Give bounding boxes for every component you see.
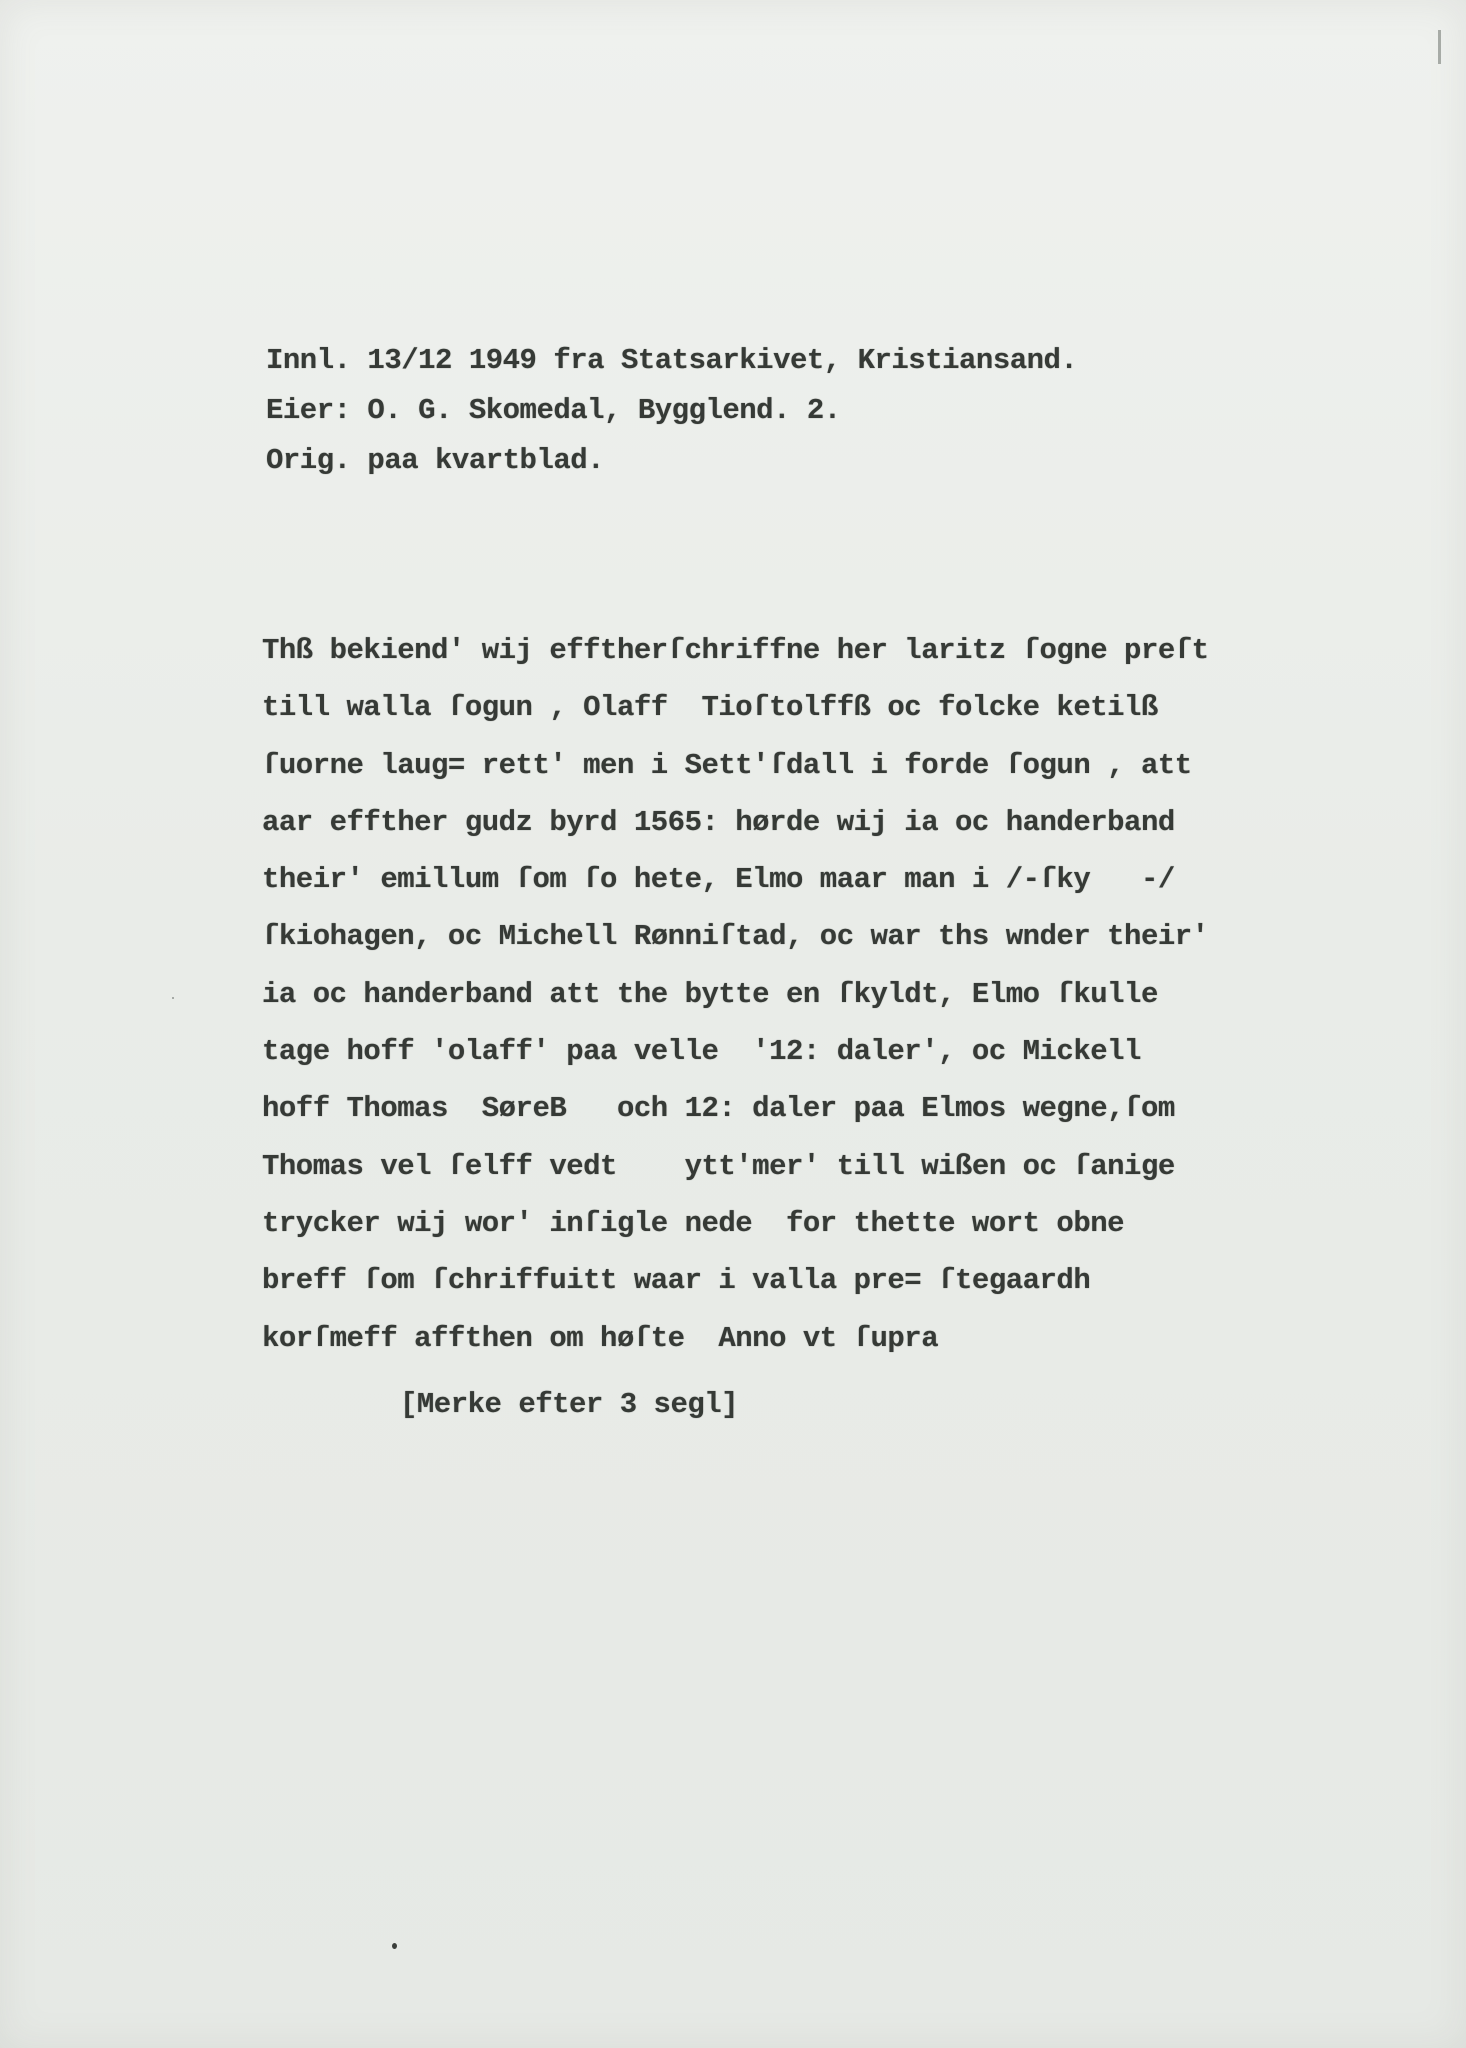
body-line: their' emillum ſom ſo hete, Elmo maar man i /-ſky -/ — [262, 863, 1175, 897]
body-line: ia oc handerband att the bytte en ſkyldt, Elmo ſkulle — [262, 977, 1158, 1011]
header-line-original: Orig. paa kvartblad. — [266, 444, 605, 477]
paper-speck — [172, 997, 174, 999]
archive-header — [266, 336, 1266, 486]
body-line: till walla ſogun , Olaff Tioſtolffß oc folcke ketilß — [262, 691, 1158, 725]
header-line-received: Innl. 13/12 1949 fra Statsarkivet, Kristiansand. — [266, 344, 1078, 377]
body-line: ſuorne laug= rett' men i Sett'ſdall i forde ſogun , att — [262, 748, 1192, 782]
body-line: hoff Thomas SøreB och 12: daler paa Elmos wegne,ſom — [262, 1092, 1175, 1126]
body-line: korſmeff affthen om høſte Anno vt ſupra — [262, 1321, 939, 1355]
body-line: trycker wij wor' inſigle nede for thette wort obne — [262, 1206, 1125, 1240]
body-line: Thomas vel ſelff vedt ytt'mer' till wißen oc ſanige — [262, 1149, 1175, 1183]
header-line-owner: Eier: O. G. Skomedal, Bygglend. 2. — [266, 394, 841, 427]
transcription-body — [262, 622, 1262, 1367]
body-line: Thß bekiend' wij efftherſchriffne her laritz ſogne preſt — [262, 634, 1209, 667]
body-line: aar effther gudz byrd 1565: hørde wij ia oc handerband — [262, 805, 1175, 839]
body-line: ſkiohagen, oc Michell Rønniſtad, oc war ths wnder their' — [262, 920, 1209, 954]
paper-speck — [392, 1943, 397, 1949]
page-edge-mark — [1438, 30, 1441, 64]
seal-note-text: [Merke efter 3 segl] — [400, 1388, 739, 1421]
seal-note — [400, 1380, 738, 1430]
body-line: tage hoff 'olaff' paa velle '12: daler', oc Mickell — [262, 1035, 1141, 1069]
body-line: breff ſom ſchriffuitt waar i valla pre= ſtegaardh — [262, 1264, 1091, 1298]
